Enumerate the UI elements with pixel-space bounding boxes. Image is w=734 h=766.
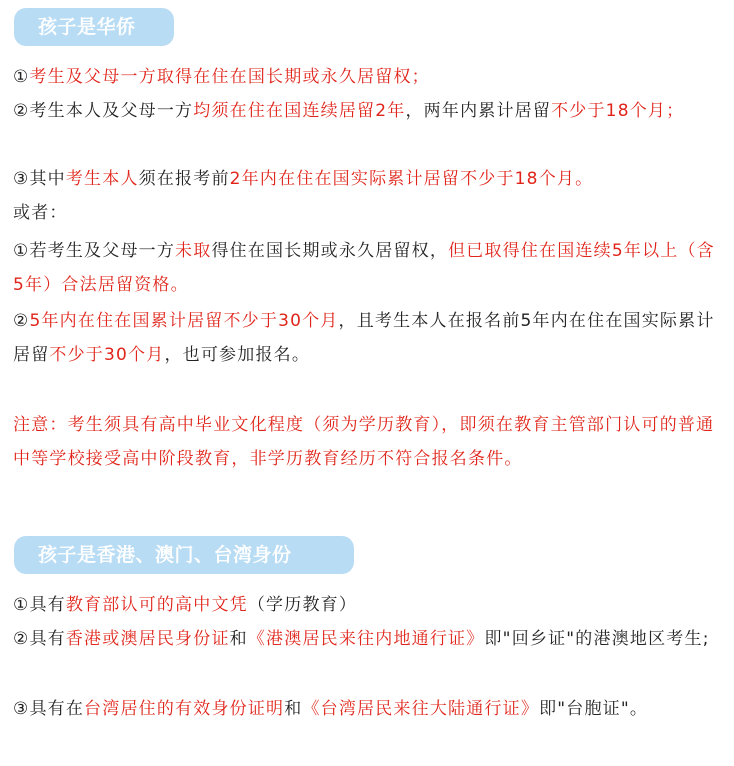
section-title: 孩子是华侨 [38,16,136,38]
paragraph-s1-4: ①若考生及父母一方未取得住在国长期或永久居留权，但已取得住在国连续5年以上（含5年）合法居留资格。 [13,241,715,295]
section-title: 孩子是香港、澳门、台湾身份 [38,544,292,566]
or-label: 或者： [13,203,68,223]
paragraph-s1-2: ②考生本人及父母一方均须在住在国连续居留2年，两年内累计居留不少于18个月； [13,101,685,121]
paragraph-s1-3: ③其中考生本人须在报考前2年内在住在国实际累计居留不少于18个月。 [13,169,594,189]
note-paragraph: 注意：考生须具有高中毕业文化程度（须为学历教育），即须在教育主管部门认可的普通中等学校接受高中阶段教育，非学历教育经历不符合报名条件。 [13,415,715,469]
paragraph-s2-1: ①具有教育部认可的高中文凭（学历教育） [13,595,358,615]
paragraph-s1-1: ①考生及父母一方取得在住在国长期或永久居留权； [13,67,430,87]
section-badge-hk-macau-taiwan [14,536,354,574]
paragraph-s2-3: ③具有在台湾居住的有效身份证明和《台湾居民来往大陆通行证》即"台胞证"。 [13,699,649,719]
paragraph-s1-5: ②5年内在住在国累计居留不少于30个月，且考生本人在报名前5年内在住在国实际累计居留不少于30个月，也可参加报名。 [13,311,715,365]
paragraph-s2-2: ②具有香港或澳居民身份证和《港澳居民来往内地通行证》即"回乡证"的港澳地区考生; [13,629,710,649]
section-badge-overseas-chinese [14,8,174,46]
